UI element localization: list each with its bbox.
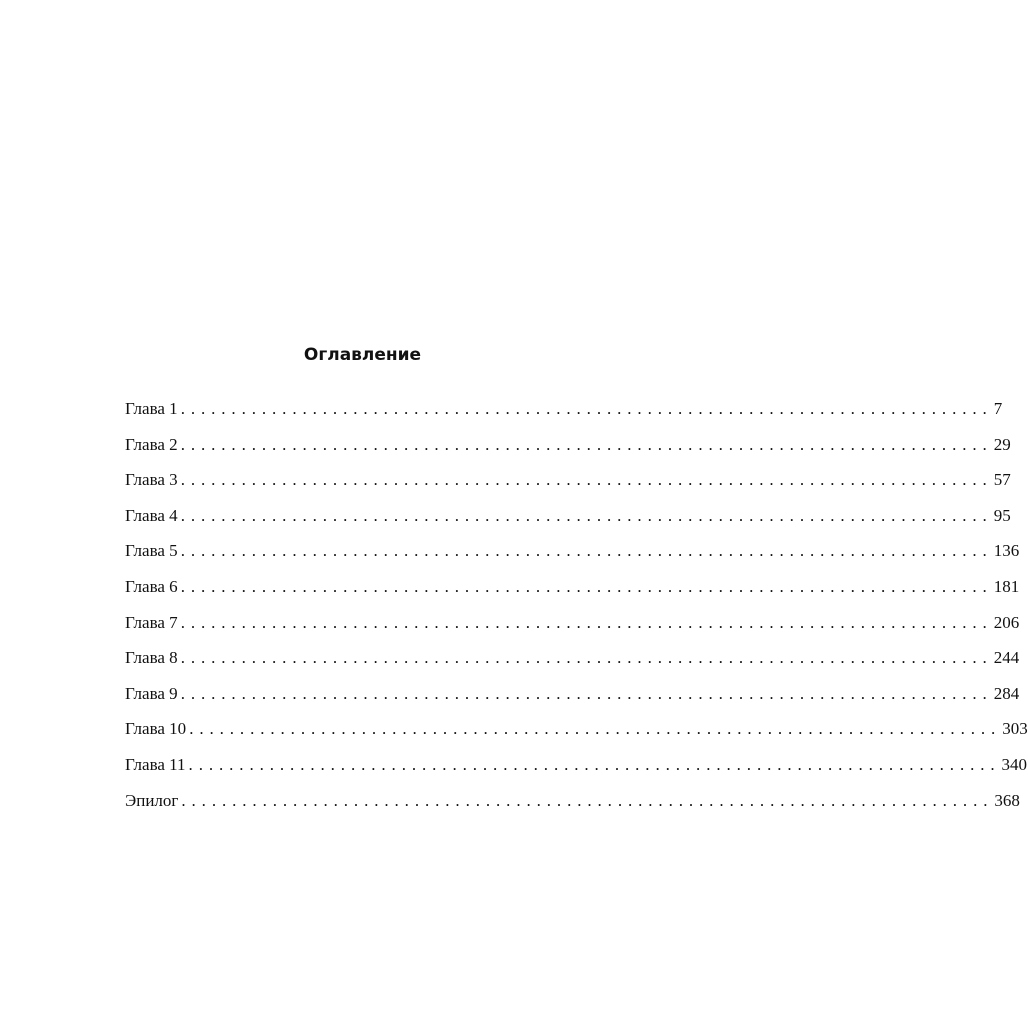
toc-entry-page-number: 29 (993, 434, 1011, 454)
toc-entry-epilogue[interactable] (125, 790, 1020, 827)
toc-entry-page-number: 57 (993, 470, 1011, 490)
dot-leader: ................................................................................ (180, 541, 993, 561)
dot-leader: ................................................................................ (180, 576, 993, 596)
dot-leader: ................................................................................ (180, 505, 993, 525)
toc-entry-label: Глава 6 (125, 576, 178, 596)
toc-entry-page-number: 244 (993, 648, 1020, 668)
dot-leader: ................................................................................ (188, 754, 1001, 774)
toc-entry-page-number: 284 (993, 683, 1020, 703)
toc-entry-11[interactable] (125, 754, 1028, 791)
dot-leader: ................................................................................ (180, 434, 993, 454)
dot-leader: ................................................................................ (189, 719, 1002, 739)
toc-entry-page-number: 95 (993, 505, 1011, 525)
dot-leader: ................................................................................ (180, 470, 993, 490)
dot-leader: ................................................................................ (180, 648, 993, 668)
dot-leader: ................................................................................ (180, 683, 993, 703)
dot-leader: ................................................................................ (180, 612, 993, 632)
toc-entry-page-number: 340 (1001, 754, 1028, 774)
toc-entry-label: Эпилог (125, 790, 179, 810)
toc-entry-page-number: 303 (1002, 719, 1028, 739)
toc-entry-7[interactable] (125, 612, 1020, 649)
toc-entry-label: Глава 9 (125, 683, 178, 703)
toc-entry-page-number: 368 (994, 790, 1020, 810)
toc-title: Оглавление (303, 345, 422, 365)
toc-entry-label: Глава 7 (125, 612, 178, 632)
dot-leader: ................................................................................ (180, 399, 993, 418)
toc-entry-3[interactable] (125, 470, 1011, 506)
toc-entry-2[interactable] (125, 434, 1011, 471)
toc-entry-label: Глава 3 (125, 470, 178, 490)
toc-entry-page-number: 206 (993, 612, 1020, 632)
toc-entry-page-number: 7 (993, 399, 1003, 418)
toc-entry-label: Глава 11 (125, 754, 186, 774)
toc-entry-page-number: 136 (993, 541, 1020, 561)
toc-entry-label: Глава 1 (125, 399, 178, 418)
dot-leader: ................................................................................ (181, 790, 994, 810)
toc-entry-9[interactable] (125, 683, 1020, 720)
toc-list (125, 399, 1028, 826)
toc-entry-label: Глава 8 (125, 648, 178, 668)
toc-entry-page-number: 181 (993, 576, 1020, 596)
toc-entry-10[interactable] (125, 719, 1028, 755)
toc-entry-5[interactable] (125, 541, 1020, 577)
toc-entry-label: Глава 5 (125, 541, 178, 561)
toc-entry-1[interactable] (125, 399, 1003, 435)
toc-entry-label: Глава 4 (125, 505, 178, 525)
toc-entry-label: Глава 2 (125, 434, 178, 454)
toc-entry-6[interactable] (125, 576, 1020, 613)
toc-entry-8[interactable] (125, 648, 1020, 684)
toc-entry-label: Глава 10 (125, 719, 187, 739)
toc-entry-4[interactable] (125, 505, 1011, 542)
